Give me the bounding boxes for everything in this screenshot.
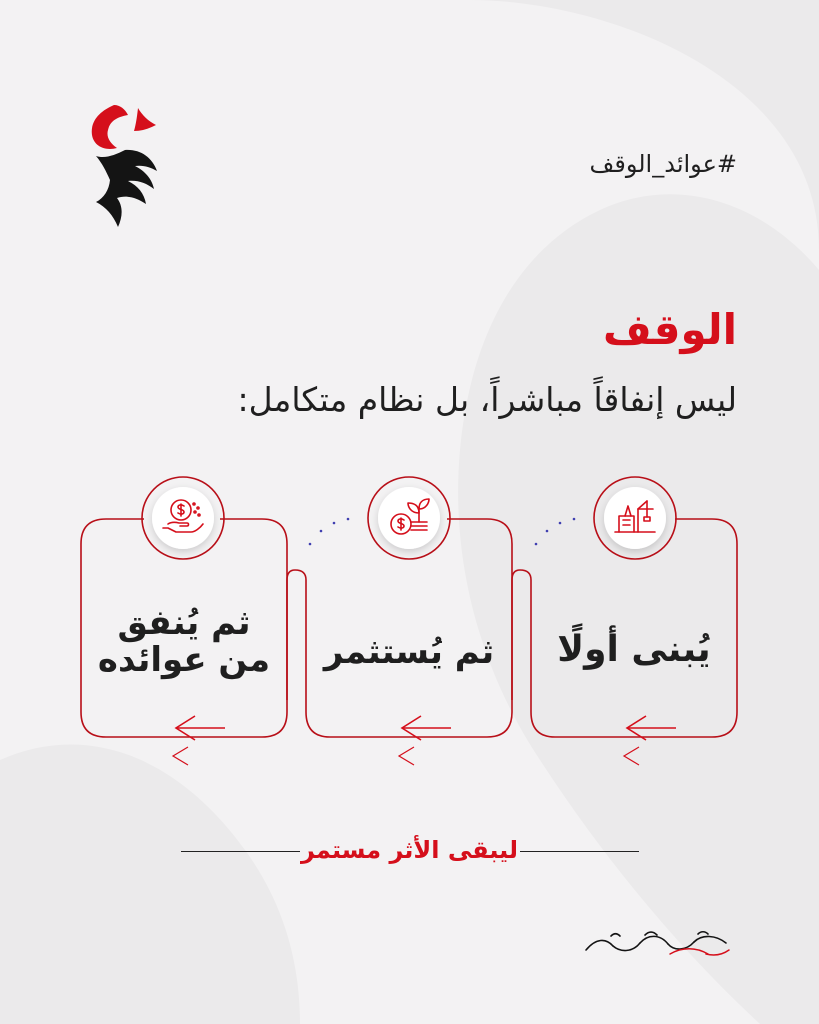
card-spend-line-1: ثم يُنفق — [117, 603, 251, 643]
donation-hand-icon — [151, 485, 215, 549]
closing-line: ليبقى الأثر مستمر — [300, 836, 518, 864]
construction-icon — [603, 485, 667, 549]
brand-logo-icon — [82, 103, 160, 229]
signature-mark — [578, 926, 738, 960]
hashtag: #عوائد_الوقف — [589, 150, 737, 178]
card-spend-text — [81, 605, 287, 680]
card-invest-text: ثم يُستثمر — [323, 632, 495, 672]
card-spend-line-2: من عوائده — [97, 640, 271, 681]
headline: الوقف — [602, 305, 737, 354]
investment-growth-icon — [377, 485, 441, 549]
subtitle: ليس إنفاقاً مباشراً، بل نظام متكامل: — [237, 380, 737, 419]
card-build-text: يُبنى أولًا — [557, 629, 711, 670]
